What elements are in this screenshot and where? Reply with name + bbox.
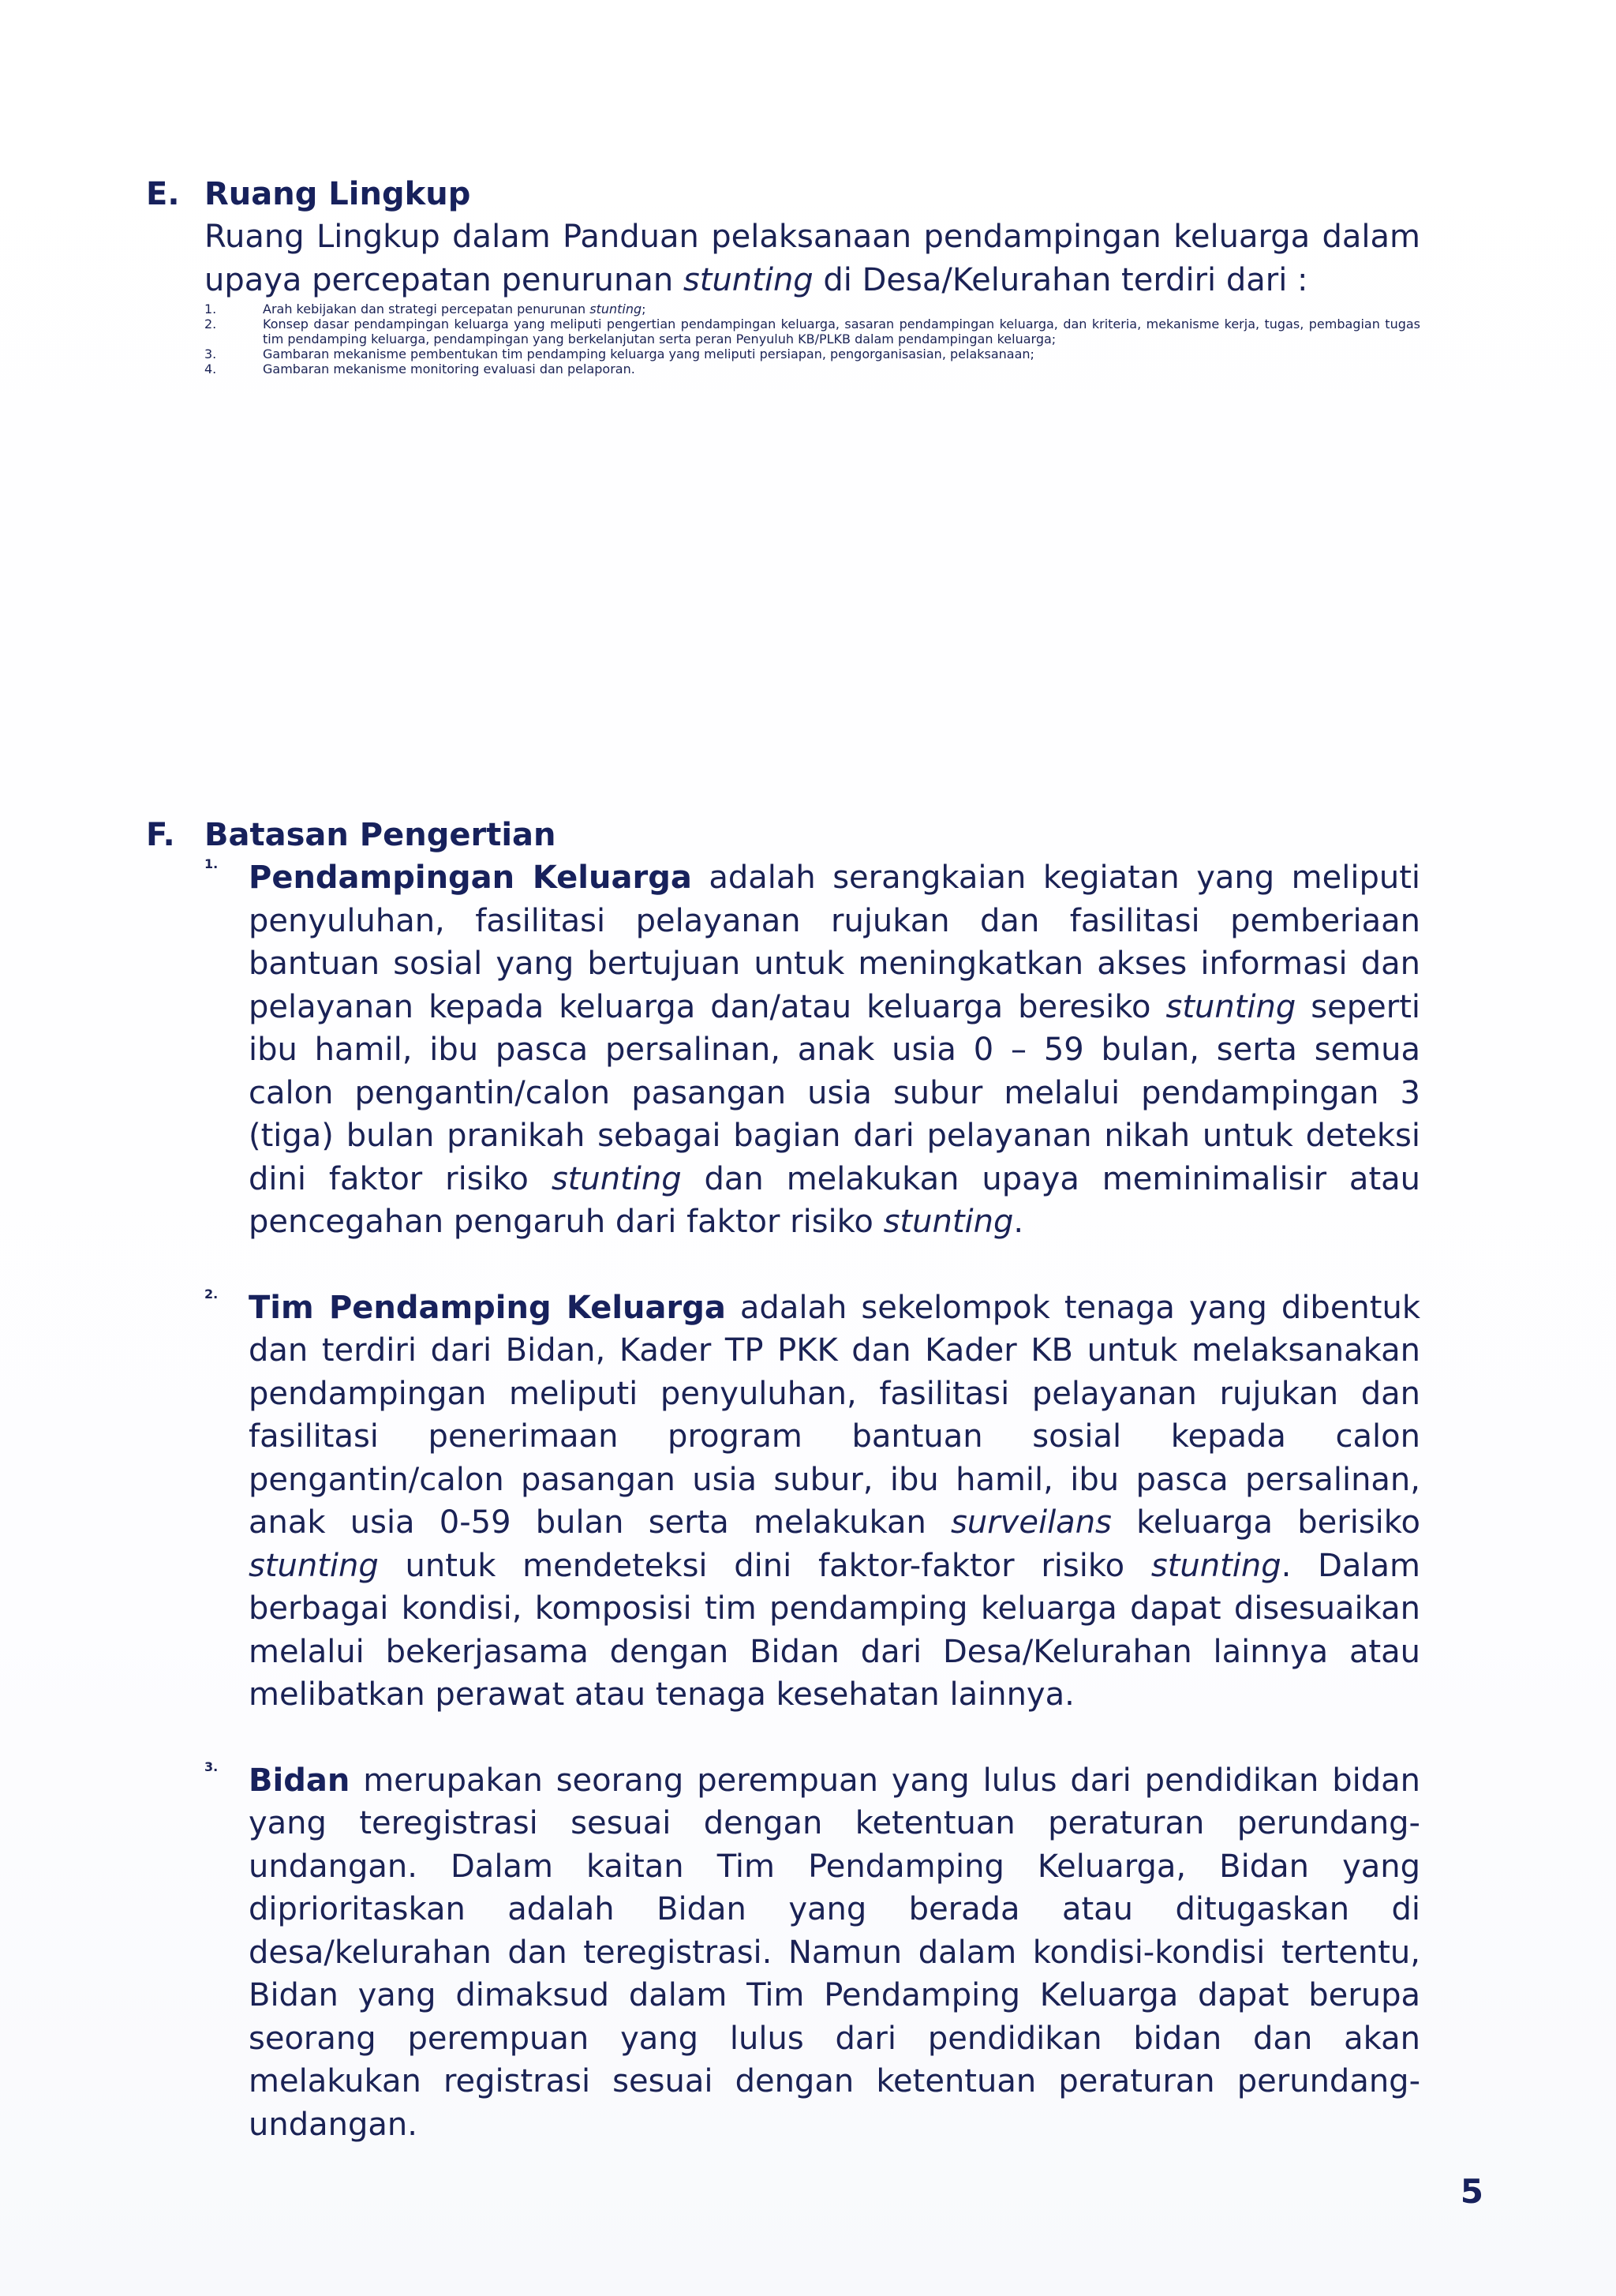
section-ruang-lingkup: [146, 173, 1420, 376]
section-batasan-pengertian: [146, 814, 1420, 2146]
section-heading: [146, 173, 1420, 215]
definition-tim-pendamping-keluarga: 2. Tim Pendamping Keluarga adalah sekelompok tenaga yang dibentuk dan terdiri dari Bidan, Kader TP PKK dan Kader KB untuk melaksanakan pendampingan meliputi penyuluhan, fasilitasi pelayanan rujukan dan fasilitasi penerimaan program bantuan sosial kepada calon pengantin/calon pasangan usia subur, ibu hamil, ibu pasca persalinan, anak usia 0-59 bulan serta melakukan surveilans keluarga berisiko stunting untuk mendeteksi dini faktor-faktor risiko stunting. Dalam berbagai kondisi, komposisi tim pendamping keluarga dapat disesuaikan melalui bekerjasama dengan Bidan dari Desa/Kelurahan lainnya atau melibatkan perawat atau tenaga kesehatan lainnya.: [204, 1286, 1421, 1713]
section-intro: Ruang Lingkup dalam Panduan pelaksanaan pendampingan keluarga dalam upaya percepatan penurunan stunting di Desa/Kelurahan terdiri dari :: [204, 219, 1420, 298]
section-letter: F.: [146, 817, 175, 853]
definition-pendampingan-keluarga: 1. Pendampingan Keluarga adalah serangkaian kegiatan yang meliputi penyuluhan, fasilitasi pelayanan rujukan dan fasilitasi pemberiaan bantuan sosial yang bertujuan untuk meningkatkan akses informasi dan pelayanan kepada keluarga dan/atau keluarga beresiko stunting seperti ibu hamil, ibu pasca persalinan, anak usia 0 – 59 bulan, serta semua calon pengantin/calon pasangan usia subur melalui pendampingan 3 (tiga) bulan pranikah sebagai bagian dari pelayanan nikah untuk deteksi dini faktor risiko stunting dan melakukan upaya meminimalisir atau pencegahan pengaruh dari faktor risiko stunting.: [204, 856, 1420, 1240]
list-item: 3. Gambaran mekanisme pembentukan tim pendamping keluarga yang meliputi persiapan, pengorganisasian, pelaksanaan;: [204, 346, 1034, 361]
section-title: Batasan Pengertian: [204, 817, 556, 853]
list-item: 2. Konsep dasar pendampingan keluarga yang meliputi pengertian pendampingan keluarga, sasaran pendampingan keluarga, dan kriteria, mekanisme kerja, tugas, pembagian tugas tim pendamping keluarga, pendampingan yang berkelanjutan serta peran Penyuluh KB/PLKB dalam pendampingan keluarga;: [204, 316, 1420, 346]
section-letter: E.: [146, 176, 180, 212]
list-item: 4. Gambaran mekanisme monitoring evaluasi dan pelaporan.: [204, 361, 635, 376]
section-title: Ruang Lingkup: [204, 176, 471, 212]
list-item: 1. Arah kebijakan dan strategi percepatan penurunan stunting;: [204, 302, 646, 316]
page-number: 5: [1460, 2172, 1483, 2211]
section-heading: [146, 814, 1420, 856]
definition-bidan: 3. Bidan merupakan seorang perempuan yang lulus dari pendidikan bidan yang teregistrasi sesuai dengan ketentuan peraturan perundang-undangan. Dalam kaitan Tim Pendamping Keluarga, Bidan yang diprioritaskan adalah Bidan yang berada atau ditugaskan di desa/kelurahan dan teregistrasi. Namun dalam kondisi-kondisi tertentu, Bidan yang dimaksud dalam Tim Pendamping Keluarga dapat berupa seorang perempuan yang lulus dari pendidikan bidan dan akan melakukan registrasi sesuai dengan ketentuan peraturan perundang-undangan.: [204, 1759, 1420, 2143]
scope-list: [204, 302, 1420, 376]
